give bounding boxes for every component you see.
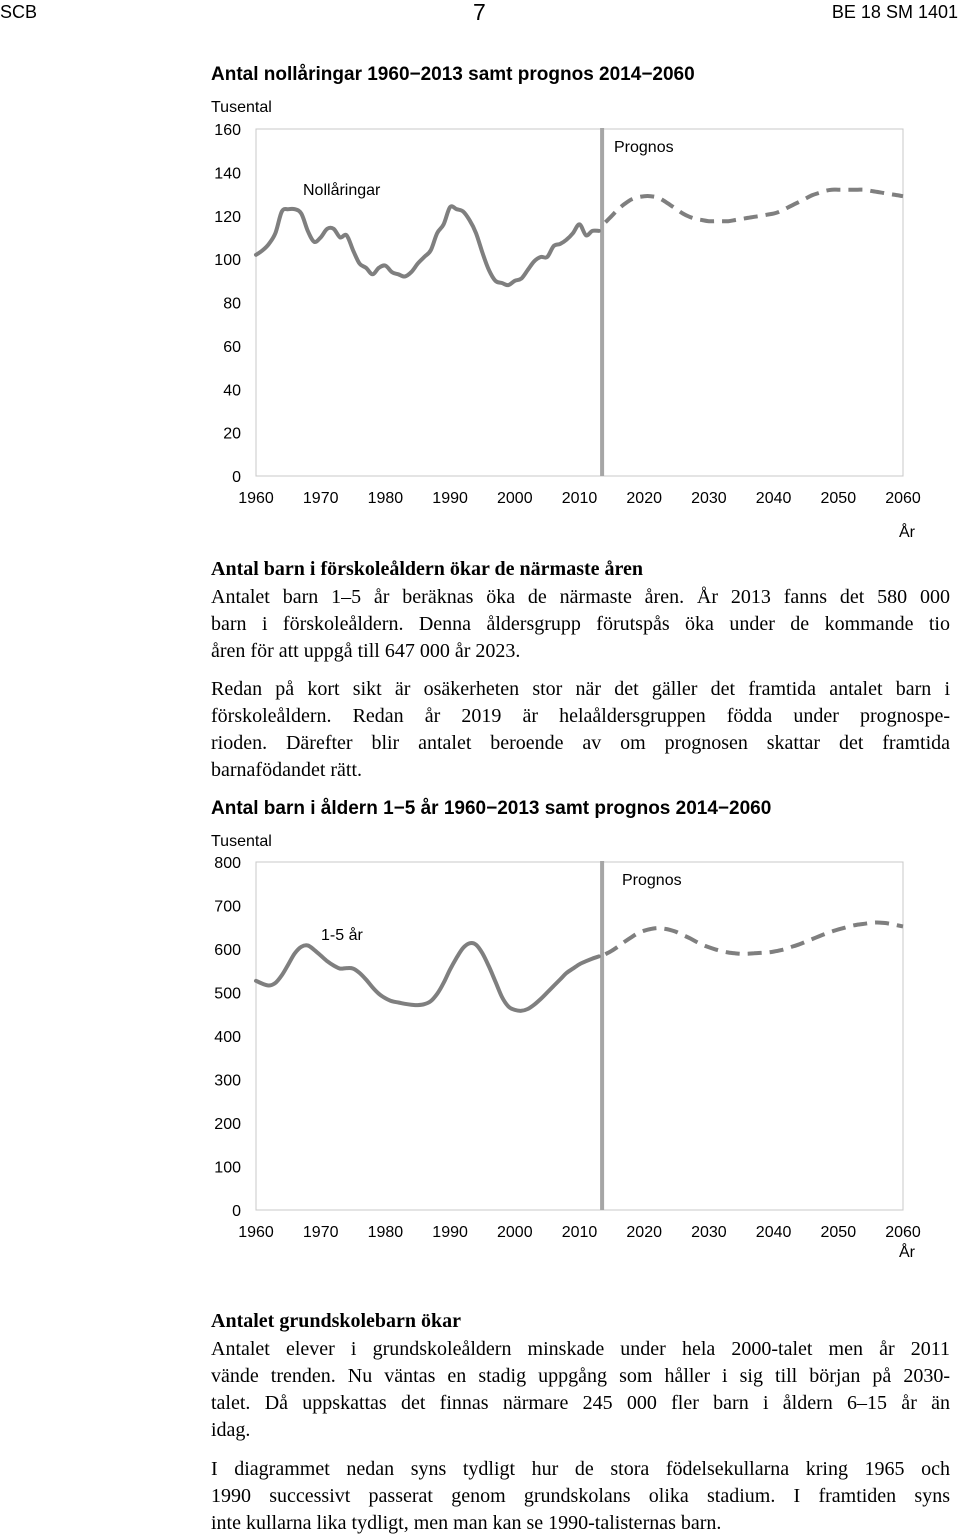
x-tick-label: 2050 [820, 1224, 857, 1241]
y-tick-label: 500 [214, 985, 241, 1003]
y-tick-label: 400 [214, 1029, 241, 1046]
y-tick-label: 100 [214, 252, 241, 270]
text-line: Antalet barn 1–5 år beräknas öka de närmaste åren. År 2013 fanns det 580 000 [211, 586, 950, 608]
history-line [256, 206, 599, 285]
x-tick-label: 2010 [561, 490, 598, 507]
text-line: vände trenden. Nu väntas en stadig uppgång som håller i sig till början på 2030- [211, 1365, 950, 1387]
x-tick-label: 2050 [820, 490, 857, 507]
x-tick-label: 1970 [302, 490, 339, 507]
y-tick-label: 0 [232, 469, 241, 486]
chart-plot [0, 118, 960, 510]
x-tick-label: 2030 [691, 1224, 727, 1241]
header-publisher: SCB [0, 2, 38, 22]
history-line [256, 943, 599, 1011]
text-line: barn i förskoleåldern. Denna åldersgrupp förutspås öka under de kommande tio [211, 613, 950, 635]
page-number: 7 [473, 0, 486, 25]
paragraph [211, 1336, 950, 1444]
text-line: Redan på kort sikt är osäkerheten stor när det gäller det framtida antalet barn i [211, 678, 950, 700]
section-heading: Antal barn i förskoleåldern ökar de närmaste åren [211, 558, 644, 580]
x-axis-label: År [899, 1244, 915, 1261]
chart-title: Antal nollåringar 1960−2013 samt prognos 2014−2060 [211, 64, 695, 85]
text-line: 1990 successivt passerat genom grundskolans olika stadium. I framtiden syns [211, 1485, 950, 1507]
x-tick-label: 2060 [885, 490, 921, 507]
y-tick-label: 40 [223, 382, 241, 400]
paragraph [211, 676, 950, 784]
x-tick-label: 2040 [755, 1224, 792, 1241]
text-line: rioden. Därefter blir antalet beroende av om prognosen skattar det framtida [211, 732, 950, 754]
series-label: 1-5 år [321, 927, 363, 944]
x-tick-label: 2000 [497, 490, 533, 507]
prognosis-label: Prognos [622, 872, 682, 889]
x-tick-label: 2020 [626, 490, 662, 507]
text-line: förskoleåldern. Redan år 2019 är helaåldersgruppen födda under prognospe- [211, 705, 950, 727]
x-tick-label: 1960 [238, 1224, 274, 1241]
paragraph [211, 1456, 950, 1537]
text-line: barnafödandet rätt. [211, 759, 363, 781]
paragraph [211, 584, 950, 665]
y-tick-label: 600 [214, 942, 241, 959]
prognosis-label: Prognos [614, 139, 674, 156]
x-tick-label: 2010 [561, 1224, 598, 1241]
x-tick-label: 1980 [367, 1224, 404, 1241]
x-tick-label: 2000 [497, 1224, 533, 1241]
x-tick-label: 2040 [755, 490, 792, 507]
x-tick-label: 1960 [238, 490, 274, 507]
y-tick-label: 20 [223, 425, 241, 443]
text-line: idag. [211, 1419, 251, 1441]
y-tick-label: 0 [232, 1203, 241, 1220]
section-heading: Antalet grundskolebarn ökar [211, 1310, 462, 1332]
y-tick-label: 80 [223, 295, 241, 313]
x-tick-label: 1990 [432, 1224, 468, 1241]
forecast-line [605, 190, 903, 223]
chart-unit-label: Tusental [211, 833, 272, 850]
header-report-id: BE 18 SM 1401 [831, 2, 958, 22]
text-line: åren för att uppgå till 647 000 år 2023. [211, 640, 521, 662]
series-label: Nollåringar [303, 182, 381, 199]
y-tick-label: 140 [214, 165, 241, 183]
x-tick-label: 2060 [885, 1224, 921, 1241]
x-tick-label: 2030 [691, 490, 727, 507]
chart-title: Antal barn i åldern 1−5 år 1960−2013 samt prognos 2014−2060 [211, 798, 772, 819]
y-tick-label: 60 [223, 338, 241, 356]
text-line: Antalet elever i grundskoleåldern minskade under hela 2000-talet men år 2011 [211, 1338, 950, 1360]
y-tick-label: 300 [214, 1072, 241, 1090]
chart-plot [0, 852, 960, 1244]
text-line: inte kullarna lika tydligt, men man kan se 1990-talisternas barn. [211, 1512, 722, 1534]
y-tick-label: 800 [214, 855, 241, 872]
y-tick-label: 120 [214, 208, 241, 226]
x-axis-label: År [899, 524, 915, 541]
y-tick-label: 100 [214, 1159, 241, 1177]
y-tick-label: 200 [214, 1116, 241, 1133]
text-line: I diagrammet nedan syns tydligt hur de stora födelsekullarna kring 1965 och [211, 1458, 950, 1480]
plot-area-frame [256, 862, 903, 1210]
x-tick-label: 2020 [626, 1224, 662, 1241]
text-line: talet. Då uppskattas det finnas närmare 245 000 fler barn i åldern 6–15 år än [211, 1392, 950, 1414]
y-tick-label: 700 [214, 898, 241, 916]
x-tick-label: 1990 [432, 490, 468, 507]
chart-unit-label: Tusental [211, 99, 272, 116]
forecast-line [605, 923, 903, 955]
x-tick-label: 1970 [302, 1224, 339, 1241]
y-tick-label: 160 [214, 122, 241, 139]
x-tick-label: 1980 [367, 490, 404, 507]
